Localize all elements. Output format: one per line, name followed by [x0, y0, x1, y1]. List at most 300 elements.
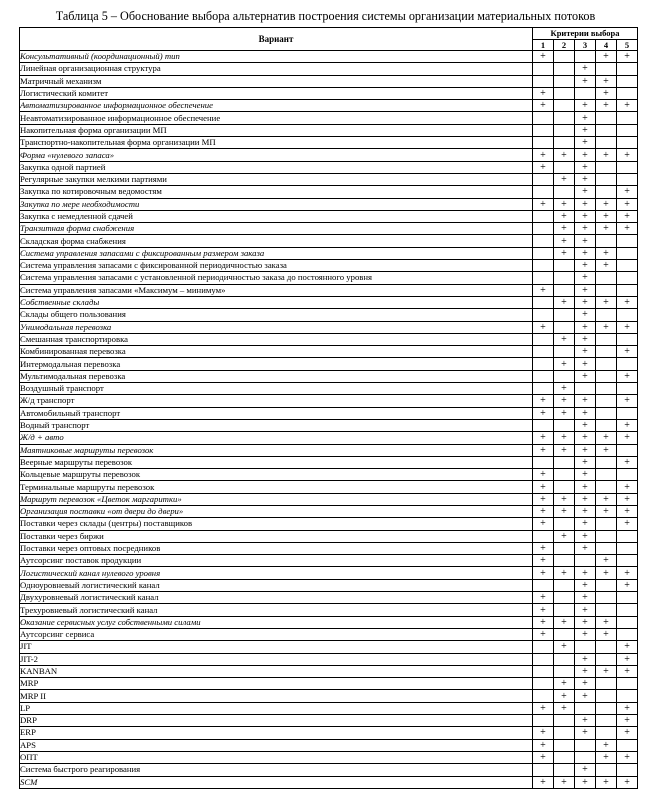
criterion-1-cell: + — [533, 751, 554, 763]
criterion-2-cell: + — [554, 296, 575, 308]
criterion-4-cell: + — [596, 247, 617, 259]
criterion-3-cell: + — [575, 149, 596, 161]
variant-name: Автоматизированное информационное обеспечение — [20, 100, 533, 112]
variant-name: Закупка по котировочным ведомостям — [20, 186, 533, 198]
variant-name: Система управления запасами с фиксированной периодичностью заказа — [20, 260, 533, 272]
criterion-4-cell — [596, 727, 617, 739]
criterion-3-cell: + — [575, 493, 596, 505]
criterion-5-cell: + — [617, 493, 638, 505]
criterion-3-cell: + — [575, 715, 596, 727]
table-row — [20, 87, 638, 99]
table-row — [20, 702, 638, 714]
criterion-2-cell — [554, 309, 575, 321]
criterion-4-cell — [596, 481, 617, 493]
criterion-2-cell — [554, 542, 575, 554]
criterion-4-cell — [596, 702, 617, 714]
variant-name: Ж/д транспорт — [20, 395, 533, 407]
criterion-5-cell: + — [617, 432, 638, 444]
criterion-5-cell: + — [617, 481, 638, 493]
table-row — [20, 764, 638, 776]
criterion-5-cell: + — [617, 641, 638, 653]
variant-name: Унимодальная перевозка — [20, 321, 533, 333]
variant-name: Смешанная транспортировка — [20, 333, 533, 345]
criterion-5-cell: + — [617, 296, 638, 308]
criterion-5-cell — [617, 444, 638, 456]
criterion-4-cell — [596, 518, 617, 530]
criterion-3-cell: + — [575, 235, 596, 247]
criterion-1-cell — [533, 690, 554, 702]
criterion-4-cell: + — [596, 198, 617, 210]
criterion-3-cell: + — [575, 690, 596, 702]
criterion-2-cell: + — [554, 505, 575, 517]
variant-name: MRP — [20, 678, 533, 690]
variant-name: Закупка одной партией — [20, 161, 533, 173]
criterion-4-cell — [596, 715, 617, 727]
criterion-5-cell — [617, 764, 638, 776]
criterion-2-cell: + — [554, 493, 575, 505]
criterion-1-cell: + — [533, 100, 554, 112]
criterion-1-cell — [533, 309, 554, 321]
table-row — [20, 469, 638, 481]
criterion-4-cell: + — [596, 628, 617, 640]
criterion-5-cell — [617, 235, 638, 247]
criterion-4-cell — [596, 358, 617, 370]
criterion-5-cell: + — [617, 321, 638, 333]
table-row — [20, 555, 638, 567]
criterion-2-cell — [554, 284, 575, 296]
criterion-3-cell: + — [575, 112, 596, 124]
variant-name: JIT — [20, 641, 533, 653]
criterion-5-cell — [617, 616, 638, 628]
criterion-3-cell: + — [575, 284, 596, 296]
criterion-2-cell — [554, 764, 575, 776]
variant-name: ERP — [20, 727, 533, 739]
criterion-5-cell — [617, 112, 638, 124]
criterion-3-cell: + — [575, 260, 596, 272]
criterion-3-cell: + — [575, 481, 596, 493]
variant-name: Оказание сервисных услуг собственными силами — [20, 616, 533, 628]
criterion-1-cell: + — [533, 518, 554, 530]
table-row — [20, 493, 638, 505]
criterion-4-cell — [596, 395, 617, 407]
variant-name: Поставки через склады (центры) поставщиков — [20, 518, 533, 530]
criterion-5-cell — [617, 173, 638, 185]
criterion-2-cell — [554, 137, 575, 149]
criterion-3-cell: + — [575, 161, 596, 173]
criterion-3-cell: + — [575, 358, 596, 370]
table-row — [20, 358, 638, 370]
criterion-4-cell — [596, 173, 617, 185]
criterion-4-cell: + — [596, 665, 617, 677]
criterion-5-cell: + — [617, 751, 638, 763]
variant-name: Мультимодальная перевозка — [20, 370, 533, 382]
criterion-1-cell — [533, 333, 554, 345]
criterion-5-cell — [617, 309, 638, 321]
criterion-3-cell: + — [575, 432, 596, 444]
criterion-4-cell: + — [596, 739, 617, 751]
criterion-3-cell — [575, 739, 596, 751]
criterion-4-cell — [596, 370, 617, 382]
criterion-2-cell — [554, 481, 575, 493]
criterion-3-cell: + — [575, 75, 596, 87]
criterion-4-cell — [596, 407, 617, 419]
criterion-4-cell: + — [596, 75, 617, 87]
criterion-4-cell — [596, 641, 617, 653]
table-row — [20, 296, 638, 308]
criterion-2-cell: + — [554, 395, 575, 407]
table-row — [20, 149, 638, 161]
criterion-4-cell: + — [596, 751, 617, 763]
criterion-5-cell — [617, 690, 638, 702]
criterion-3-cell: + — [575, 727, 596, 739]
criterion-5-cell: + — [617, 198, 638, 210]
criterion-2-cell: + — [554, 678, 575, 690]
table-row — [20, 395, 638, 407]
variant-name: Аутсорсинг сервиса — [20, 628, 533, 640]
variant-name: Аутсорсинг поставок продукции — [20, 555, 533, 567]
criterion-2-cell — [554, 260, 575, 272]
table-row — [20, 407, 638, 419]
criterion-4-cell: + — [596, 776, 617, 788]
criterion-4-cell — [596, 112, 617, 124]
criterion-2-cell — [554, 579, 575, 591]
criterion-2-cell — [554, 751, 575, 763]
criterion-2-cell — [554, 653, 575, 665]
table-row — [20, 751, 638, 763]
criterion-4-cell: + — [596, 149, 617, 161]
criterion-2-cell — [554, 628, 575, 640]
table-row — [20, 592, 638, 604]
criterion-4-cell: + — [596, 432, 617, 444]
criterion-2-cell: + — [554, 210, 575, 222]
criterion-2-cell: + — [554, 358, 575, 370]
variant-name: Система управления запасами «Максимум – минимум» — [20, 284, 533, 296]
table-body — [20, 51, 638, 789]
variant-name: ОПТ — [20, 751, 533, 763]
table-row — [20, 137, 638, 149]
criterion-1-cell: + — [533, 321, 554, 333]
criterion-5-cell: + — [617, 776, 638, 788]
variant-name: Склады общего пользования — [20, 309, 533, 321]
criterion-5-cell: + — [617, 518, 638, 530]
criterion-1-cell: + — [533, 395, 554, 407]
criterion-3-cell: + — [575, 346, 596, 358]
variant-name: Веерные маршруты перевозок — [20, 456, 533, 468]
variant-name: Закупка с немедленной сдачей — [20, 210, 533, 222]
criterion-1-cell — [533, 370, 554, 382]
criterion-3-cell — [575, 87, 596, 99]
criterion-4-cell — [596, 272, 617, 284]
criterion-1-cell — [533, 383, 554, 395]
criterion-4-cell: + — [596, 616, 617, 628]
criterion-1-cell — [533, 247, 554, 259]
table-row — [20, 542, 638, 554]
criterion-1-cell: + — [533, 628, 554, 640]
criterion-4-cell — [596, 690, 617, 702]
variant-name: Автомобильный транспорт — [20, 407, 533, 419]
criterion-3-cell: + — [575, 567, 596, 579]
criterion-4-cell — [596, 124, 617, 136]
criterion-3-cell: + — [575, 469, 596, 481]
variant-name: Интермодальная перевозка — [20, 358, 533, 370]
variant-name: APS — [20, 739, 533, 751]
variant-name: Регулярные закупки мелкими партиями — [20, 173, 533, 185]
criterion-4-cell: + — [596, 296, 617, 308]
criterion-3-cell — [575, 641, 596, 653]
criterion-1-cell — [533, 764, 554, 776]
criterion-5-cell — [617, 124, 638, 136]
criterion-4-cell — [596, 678, 617, 690]
table-row — [20, 432, 638, 444]
variant-name: Водный транспорт — [20, 419, 533, 431]
criterion-1-cell: + — [533, 407, 554, 419]
criterion-2-cell — [554, 739, 575, 751]
criterion-4-cell: + — [596, 100, 617, 112]
criterion-1-cell — [533, 112, 554, 124]
criterion-5-cell — [617, 628, 638, 640]
criterion-2-cell: + — [554, 690, 575, 702]
table-row — [20, 678, 638, 690]
variant-name: Система быстрого реагирования — [20, 764, 533, 776]
table-row — [20, 616, 638, 628]
variant-name: Организация поставки «от двери до двери» — [20, 505, 533, 517]
criterion-3-cell: + — [575, 210, 596, 222]
criterion-1-cell — [533, 419, 554, 431]
criterion-2-cell — [554, 555, 575, 567]
table-row — [20, 272, 638, 284]
criterion-2-cell — [554, 161, 575, 173]
variant-name: Трехуровневый логистический канал — [20, 604, 533, 616]
table-row — [20, 653, 638, 665]
criterion-1-cell: + — [533, 149, 554, 161]
table-row — [20, 665, 638, 677]
variant-name: Одноуровневый логистический канал — [20, 579, 533, 591]
criterion-1-cell: + — [533, 616, 554, 628]
table-row — [20, 604, 638, 616]
criterion-3-cell: + — [575, 592, 596, 604]
criterion-3-cell: + — [575, 309, 596, 321]
table-row — [20, 444, 638, 456]
criterion-5-cell — [617, 530, 638, 542]
criterion-1-cell — [533, 456, 554, 468]
table-row — [20, 505, 638, 517]
criterion-2-cell — [554, 272, 575, 284]
criterion-3-cell — [575, 702, 596, 714]
criterion-5-cell — [617, 592, 638, 604]
criterion-4-cell — [596, 469, 617, 481]
table-row — [20, 567, 638, 579]
table-row — [20, 370, 638, 382]
criterion-2-cell — [554, 346, 575, 358]
criterion-3-cell: + — [575, 530, 596, 542]
criterion-4-cell: + — [596, 51, 617, 63]
criterion-5-cell — [617, 604, 638, 616]
criterion-2-cell — [554, 186, 575, 198]
header-criterion-4: 4 — [596, 39, 617, 51]
criterion-4-cell — [596, 383, 617, 395]
criterion-1-cell — [533, 530, 554, 542]
variant-name: Транзитная форма снабжения — [20, 223, 533, 235]
table-row — [20, 100, 638, 112]
criterion-1-cell: + — [533, 444, 554, 456]
table-row — [20, 715, 638, 727]
criterion-2-cell — [554, 321, 575, 333]
table-row — [20, 628, 638, 640]
criterion-1-cell — [533, 210, 554, 222]
criterion-5-cell: + — [617, 186, 638, 198]
criterion-3-cell: + — [575, 333, 596, 345]
criterion-3-cell: + — [575, 776, 596, 788]
criterion-3-cell — [575, 555, 596, 567]
table-row — [20, 186, 638, 198]
criterion-5-cell: + — [617, 727, 638, 739]
variant-name: MRP II — [20, 690, 533, 702]
criterion-1-cell: + — [533, 604, 554, 616]
header-criterion-1: 1 — [533, 39, 554, 51]
criterion-4-cell — [596, 419, 617, 431]
criterion-4-cell: + — [596, 567, 617, 579]
criterion-3-cell — [575, 751, 596, 763]
criterion-5-cell — [617, 407, 638, 419]
criterion-2-cell — [554, 370, 575, 382]
criterion-1-cell: + — [533, 87, 554, 99]
criterion-2-cell: + — [554, 444, 575, 456]
criterion-3-cell: + — [575, 223, 596, 235]
criterion-4-cell: + — [596, 210, 617, 222]
criterion-1-cell — [533, 296, 554, 308]
criterion-1-cell: + — [533, 592, 554, 604]
table-row — [20, 198, 638, 210]
criterion-5-cell: + — [617, 51, 638, 63]
variant-name: Накопительная форма организации МП — [20, 124, 533, 136]
criterion-1-cell: + — [533, 198, 554, 210]
criterion-2-cell: + — [554, 198, 575, 210]
criterion-1-cell: + — [533, 469, 554, 481]
criterion-4-cell: + — [596, 321, 617, 333]
criterion-2-cell: + — [554, 530, 575, 542]
criterion-3-cell: + — [575, 678, 596, 690]
criterion-2-cell — [554, 419, 575, 431]
criterion-3-cell: + — [575, 186, 596, 198]
header-criterion-5: 5 — [617, 39, 638, 51]
criterion-5-cell — [617, 333, 638, 345]
criterion-2-cell: + — [554, 432, 575, 444]
criterion-1-cell — [533, 579, 554, 591]
variant-name: Ж/д + авто — [20, 432, 533, 444]
criterion-2-cell — [554, 51, 575, 63]
criterion-2-cell: + — [554, 567, 575, 579]
criterion-5-cell — [617, 284, 638, 296]
criterion-3-cell: + — [575, 505, 596, 517]
criterion-5-cell: + — [617, 567, 638, 579]
criterion-5-cell — [617, 542, 638, 554]
variant-name: DRP — [20, 715, 533, 727]
criterion-2-cell — [554, 715, 575, 727]
criterion-1-cell: + — [533, 284, 554, 296]
header-criteria: Критерии выбора — [533, 28, 638, 40]
criterion-2-cell: + — [554, 616, 575, 628]
table-row — [20, 63, 638, 75]
criterion-4-cell — [596, 530, 617, 542]
criterion-5-cell — [617, 247, 638, 259]
criterion-4-cell — [596, 333, 617, 345]
criterion-1-cell: + — [533, 567, 554, 579]
criterion-5-cell: + — [617, 702, 638, 714]
criterion-2-cell — [554, 604, 575, 616]
criterion-5-cell: + — [617, 456, 638, 468]
criterion-3-cell — [575, 383, 596, 395]
criterion-2-cell: + — [554, 383, 575, 395]
criterion-5-cell: + — [617, 210, 638, 222]
table-row — [20, 210, 638, 222]
table-row — [20, 51, 638, 63]
criterion-3-cell: + — [575, 665, 596, 677]
criterion-2-cell — [554, 87, 575, 99]
criterion-4-cell — [596, 186, 617, 198]
criterion-5-cell — [617, 161, 638, 173]
criterion-4-cell: + — [596, 260, 617, 272]
criterion-2-cell — [554, 665, 575, 677]
criterion-1-cell: + — [533, 161, 554, 173]
variant-name: Система управления запасами с установленной периодичностью заказа до постоянного уровня — [20, 272, 533, 284]
variant-name: Неавтоматизированное информационное обеспечение — [20, 112, 533, 124]
criterion-2-cell: + — [554, 149, 575, 161]
table-row — [20, 727, 638, 739]
criterion-2-cell — [554, 63, 575, 75]
criterion-5-cell — [617, 260, 638, 272]
criterion-1-cell — [533, 63, 554, 75]
table-row — [20, 161, 638, 173]
criterion-3-cell: + — [575, 628, 596, 640]
criterion-4-cell — [596, 579, 617, 591]
variant-name: Собственные склады — [20, 296, 533, 308]
criterion-1-cell — [533, 75, 554, 87]
table-row — [20, 419, 638, 431]
criterion-5-cell — [617, 87, 638, 99]
variant-name: Воздушный транспорт — [20, 383, 533, 395]
table-row — [20, 530, 638, 542]
criterion-4-cell — [596, 284, 617, 296]
criterion-1-cell — [533, 346, 554, 358]
variant-name: Транспортно-накопительная форма организации МП — [20, 137, 533, 149]
criterion-2-cell — [554, 592, 575, 604]
criterion-1-cell: + — [533, 51, 554, 63]
criterion-3-cell: + — [575, 247, 596, 259]
criterion-1-cell — [533, 173, 554, 185]
criterion-1-cell — [533, 641, 554, 653]
criterion-5-cell: + — [617, 653, 638, 665]
criterion-3-cell: + — [575, 653, 596, 665]
variant-name: Консультативный (координационный) тип — [20, 51, 533, 63]
criterion-1-cell — [533, 235, 554, 247]
table-row — [20, 235, 638, 247]
criterion-4-cell — [596, 542, 617, 554]
variant-name: Матричный механизм — [20, 75, 533, 87]
criterion-4-cell: + — [596, 555, 617, 567]
table-row — [20, 456, 638, 468]
table-row — [20, 247, 638, 259]
criterion-1-cell — [533, 272, 554, 284]
variant-name: Логистический комитет — [20, 87, 533, 99]
criterion-4-cell — [596, 604, 617, 616]
table-row — [20, 641, 638, 653]
criterion-4-cell — [596, 309, 617, 321]
criterion-4-cell — [596, 653, 617, 665]
criterion-2-cell: + — [554, 776, 575, 788]
criterion-2-cell — [554, 727, 575, 739]
criterion-1-cell — [533, 715, 554, 727]
criterion-5-cell — [617, 469, 638, 481]
